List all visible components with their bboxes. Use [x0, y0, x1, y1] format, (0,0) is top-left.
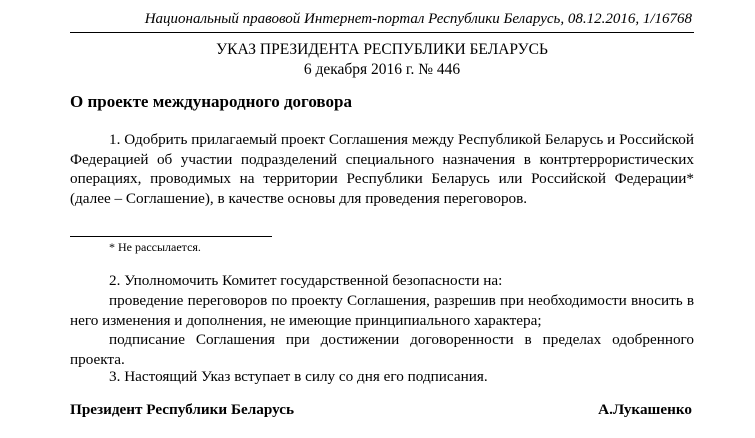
paragraph-2-item-signing: подписание Соглашения при достижении договоренности в пределах одобренного проекта. — [70, 331, 694, 368]
footnote-divider — [70, 236, 272, 237]
document-heading: О проекте международного договора — [70, 92, 352, 111]
signatory-name: А.Лукашенко — [598, 401, 692, 418]
signatory-position: Президент Республики Беларусь — [70, 401, 294, 418]
paragraph-2: 2. Уполномочить Комитет государственной безопасности на: — [109, 272, 503, 289]
portal-header — [70, 7, 694, 33]
portal-header-text: Национальный правовой Интернет-портал Республики Беларусь, 08.12.2016, 1/16768 — [144, 11, 692, 27]
decree-title: УКАЗ ПРЕЗИДЕНТА РЕСПУБЛИКИ БЕЛАРУСЬ — [216, 41, 548, 58]
signature-block — [70, 399, 694, 421]
decree-date-number: 6 декабря 2016 г. № 446 — [303, 61, 461, 78]
paragraph-2-item-negotiations: проведение переговоров по проекту Соглашения, разрешив при необходимости вносить в него изменения и дополнения, не имеющие принципиального характера; — [70, 292, 694, 329]
footnote-text: * Не рассылается. — [109, 240, 201, 254]
paragraph-3: 3. Настоящий Указ вступает в силу со дня его подписания. — [109, 368, 488, 385]
paragraph-1: 1. Одобрить прилагаемый проект Соглашения между Республикой Беларусь и Российской Федерацией об участии подразделений специального назначения в контртеррористических операциях, проводимых на территории Республики Беларусь или Российской Федерации* (далее – Соглашение), в качестве основы для проведения переговоров. — [70, 131, 694, 207]
